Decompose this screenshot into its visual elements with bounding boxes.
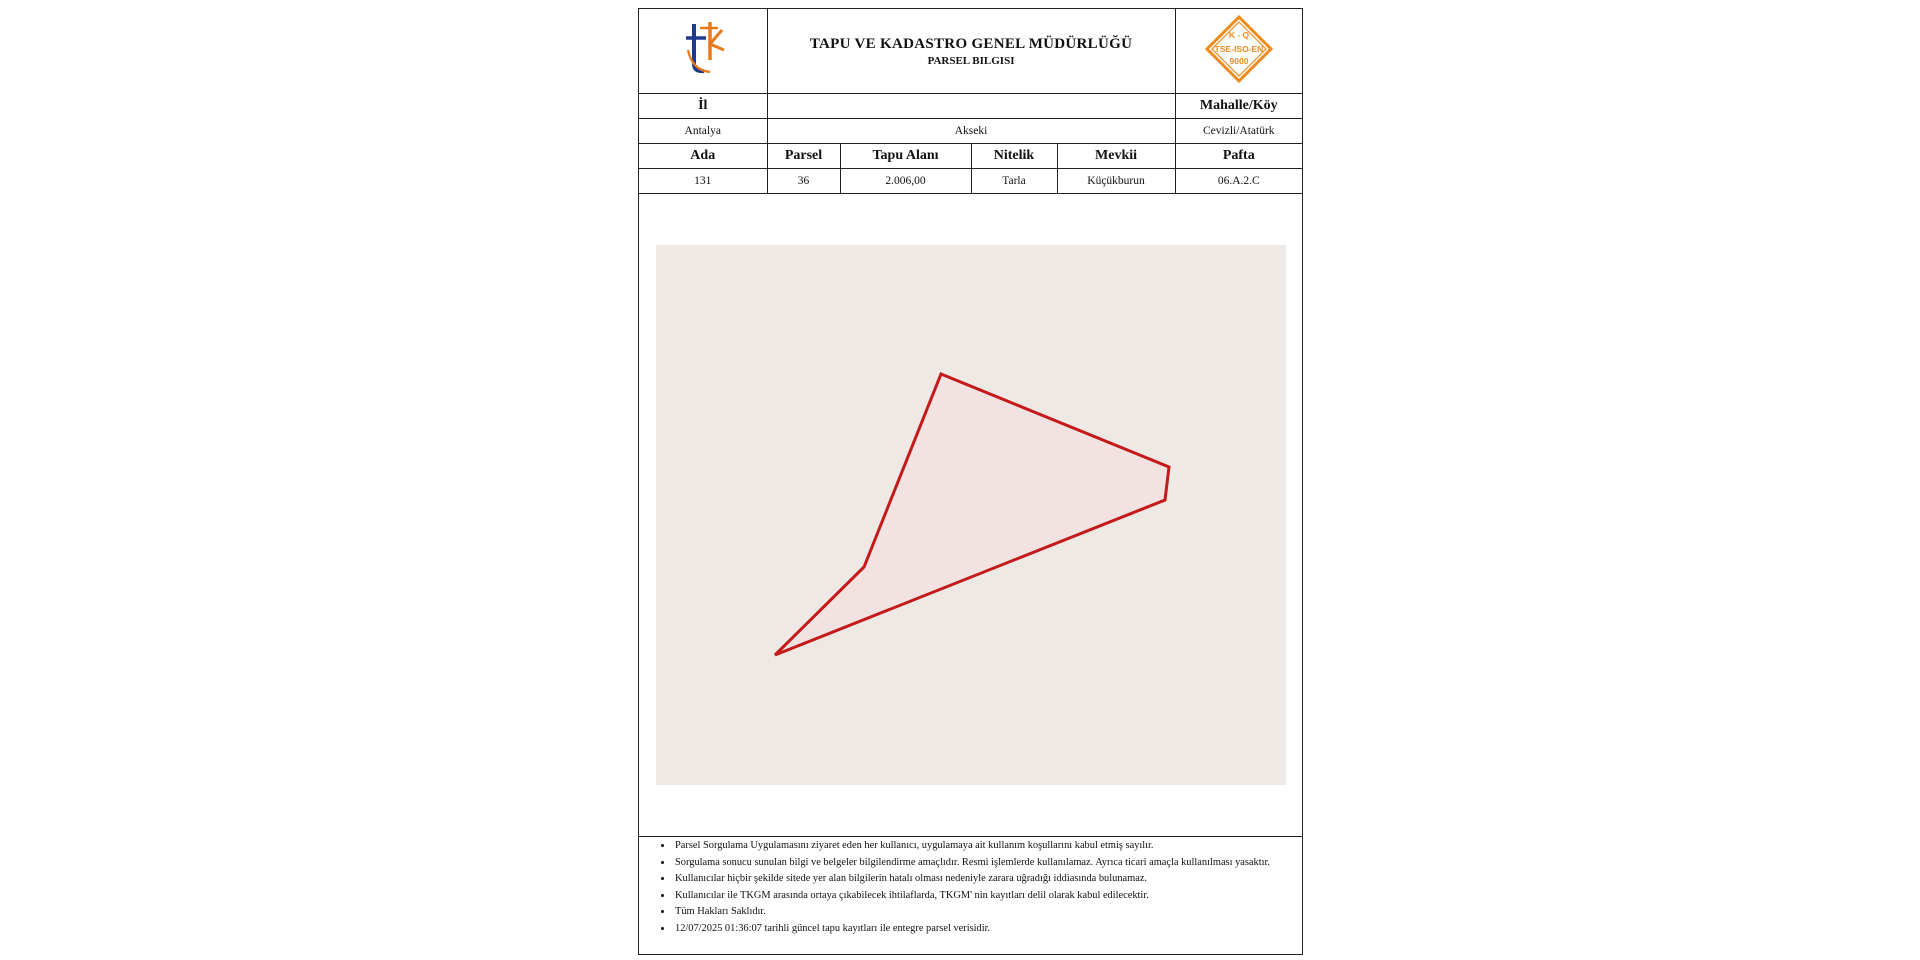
note-item: • Kullanıcılar hiçbir şekilde sitede yer alan bilgilerin hatalı olması nedeniyle zarara uğradığı iddiasında bulunamaz. xyxy=(673,873,1290,886)
parcel-boundary xyxy=(775,374,1169,655)
document-title: TAPU VE KADASTRO GENEL MÜDÜRLÜĞÜ xyxy=(809,35,1133,52)
mevkii-value: Küçükburun xyxy=(1057,169,1175,194)
mahalle-label: Mahalle/Köy xyxy=(1175,94,1302,119)
seal-text-middle: TSE-ISO-EN xyxy=(1214,43,1264,54)
tse-seal-icon xyxy=(1205,15,1273,83)
mevkii-header: Mevkii xyxy=(1057,144,1175,169)
tapu-alani-value: 2.006,00 xyxy=(840,169,971,194)
il-value: Antalya xyxy=(639,119,767,144)
ilce-label-cell xyxy=(767,94,1175,119)
note-item: • 12/07/2025 01:36:07 tarihli güncel tapu kayıtları ile entegre parsel verisidir. xyxy=(673,923,1290,936)
disclaimer-notes xyxy=(639,836,1302,954)
tkgm-logo xyxy=(639,9,767,94)
seal-text-bottom: 9000 xyxy=(1229,55,1249,66)
ilce-value: Akseki xyxy=(767,119,1175,144)
il-label: İl xyxy=(639,94,767,119)
note-item: • Parsel Sorgulama Uygulamasını ziyaret eden her kullanıcı, uygulamaya ait kullanım koşullarını kabul etmiş sayılır. xyxy=(673,840,1290,853)
tkgm-logo-icon xyxy=(680,20,726,78)
parcel-map-canvas xyxy=(656,245,1286,785)
parcel-map xyxy=(656,245,1286,785)
document-subtitle: PARSEL BILGISI xyxy=(927,54,1015,67)
nitelik-value: Tarla xyxy=(971,169,1057,194)
note-item: • Sorgulama sonucu sunulan bilgi ve belgeler bilgilendirme amaçlıdır. Resmi işlemlerde kullanılamaz. Ayrıca ticari amaçla kullanılması yasaktır. xyxy=(673,857,1290,870)
parsel-value: 36 xyxy=(767,169,840,194)
mahalle-value: Cevizli/Atatürk xyxy=(1175,119,1302,144)
parcel-document xyxy=(638,8,1303,955)
nitelik-header: Nitelik xyxy=(971,144,1057,169)
ada-header: Ada xyxy=(639,144,767,169)
tse-seal xyxy=(1175,9,1302,94)
seal-text-top: K - Q xyxy=(1228,29,1249,40)
tapu-alani-header: Tapu Alanı xyxy=(840,144,971,169)
note-item: • Kullanıcılar ile TKGM arasında ortaya çıkabilecek ihtilaflarda, TKGM' nin kayıtları delil olarak kabul edilecektir. xyxy=(673,890,1290,903)
ada-value: 131 xyxy=(639,169,767,194)
pafta-value: 06.A.2.C xyxy=(1175,169,1302,194)
pafta-header: Pafta xyxy=(1175,144,1302,169)
document-title-cell xyxy=(767,9,1175,94)
parsel-header: Parsel xyxy=(767,144,840,169)
note-item: • Tüm Hakları Saklıdır. xyxy=(673,906,1290,919)
parcel-info-table xyxy=(639,9,1302,194)
